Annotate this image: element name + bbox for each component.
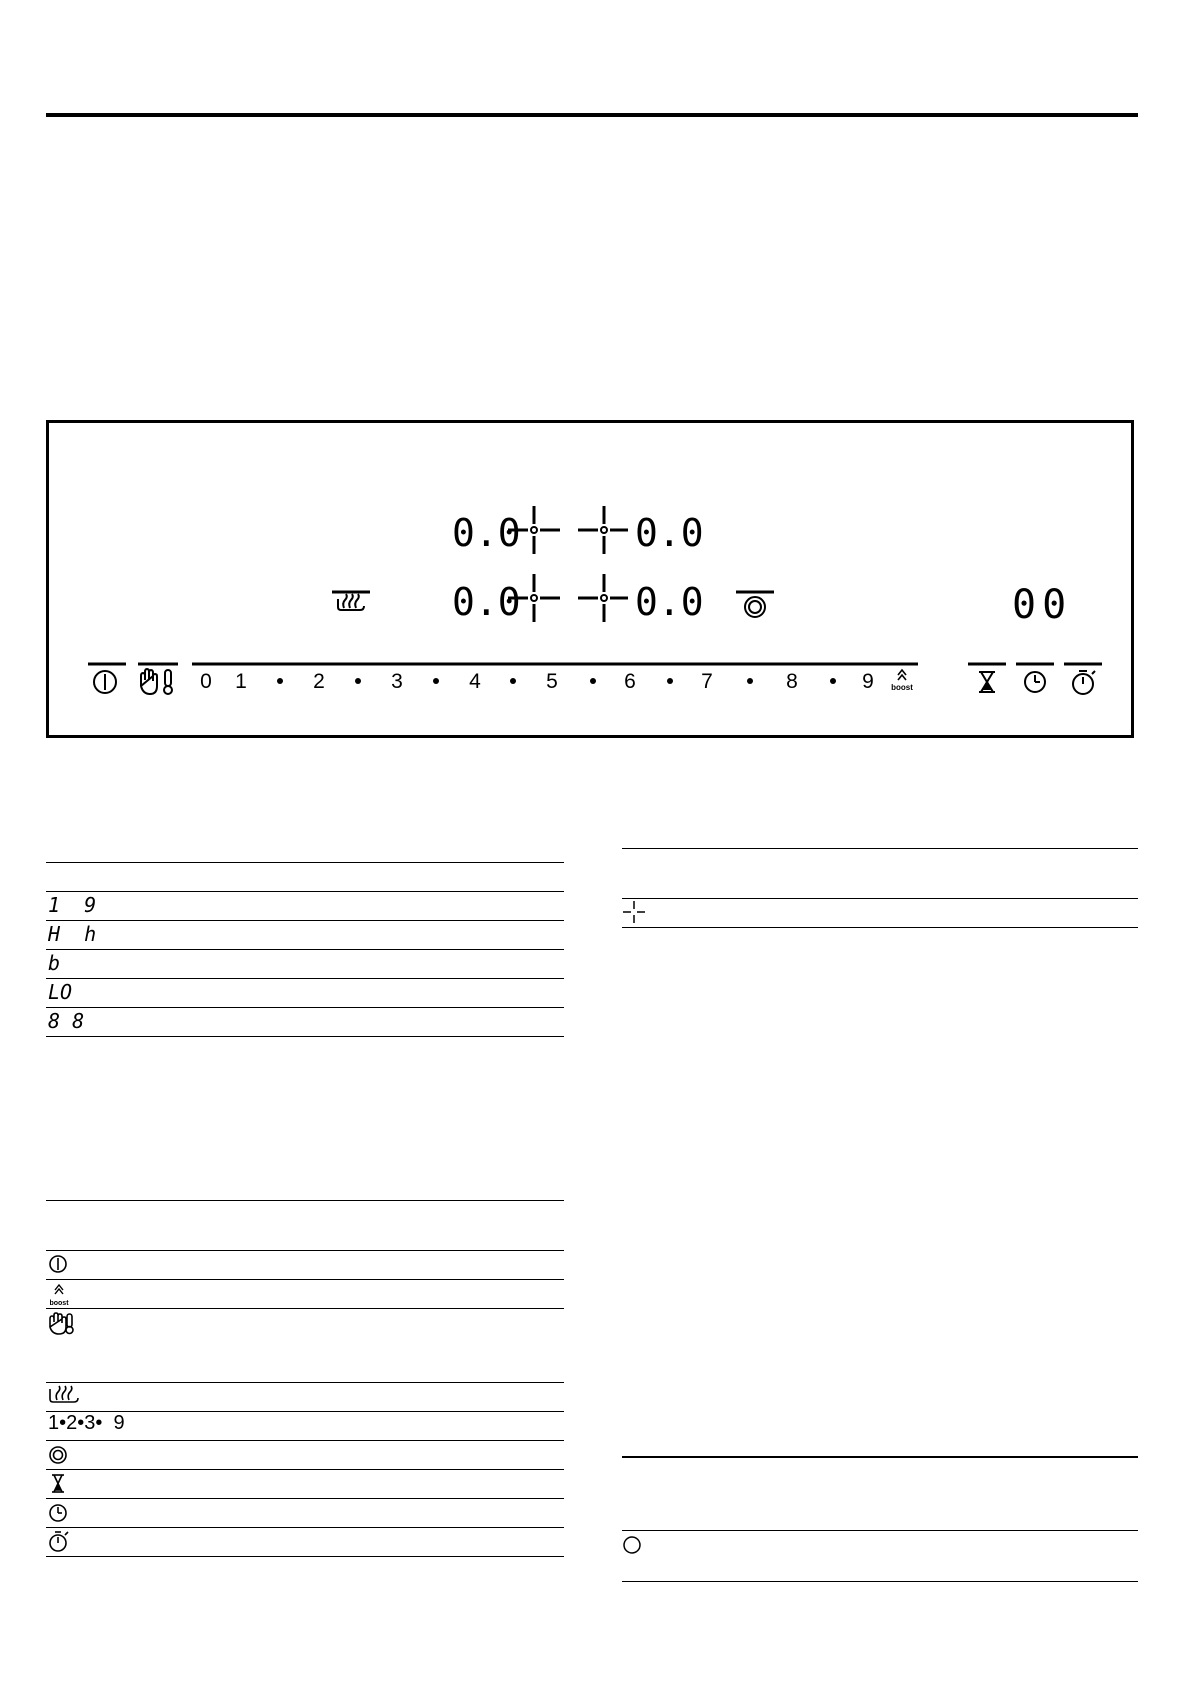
table-line bbox=[622, 848, 1138, 849]
stopwatch-icon[interactable] bbox=[1073, 671, 1095, 694]
clock-icon[interactable] bbox=[1025, 672, 1045, 692]
hourglass-icon[interactable] bbox=[979, 672, 995, 692]
power-levels-symbol: 1•2•3• 9 bbox=[48, 1412, 125, 1434]
zone-display-bottom-left-text: 0.0 bbox=[452, 580, 521, 624]
boost-icon bbox=[55, 1285, 63, 1294]
zone-display-top-right bbox=[635, 511, 704, 555]
table-line bbox=[622, 927, 1138, 928]
extra-zone-icon bbox=[50, 1447, 66, 1463]
extra-zone-icon[interactable] bbox=[736, 592, 774, 617]
stopwatch-icon bbox=[50, 1532, 68, 1551]
table-row: H h bbox=[48, 922, 97, 946]
slider-label-8: 8 bbox=[786, 670, 798, 693]
table-top-rule bbox=[622, 1456, 1138, 1458]
table-row: 1 9 bbox=[48, 893, 97, 917]
table-row: 8 8 bbox=[48, 1009, 85, 1033]
boost-label: boost bbox=[49, 1300, 69, 1307]
slider-label-6: 6 bbox=[624, 670, 636, 693]
boost-icon[interactable] bbox=[898, 670, 906, 680]
zone-display-bottom-right bbox=[635, 580, 704, 624]
slider-label-5: 5 bbox=[546, 670, 558, 693]
slider-label-2: 2 bbox=[313, 670, 325, 693]
table-row: LO bbox=[48, 980, 73, 1004]
slider-label-1: 1 bbox=[235, 670, 247, 693]
boost-label: boost bbox=[891, 683, 913, 692]
power-icon bbox=[50, 1256, 66, 1272]
slider-label-3: 3 bbox=[391, 670, 403, 693]
hourglass-icon bbox=[52, 1475, 64, 1492]
wipe-protection-icon bbox=[50, 1313, 73, 1334]
zone-cross-icon bbox=[620, 898, 660, 928]
slider-label-0: 0 bbox=[200, 670, 212, 693]
zone-display-top-left-text: 0.0 bbox=[452, 511, 521, 555]
circle-icon bbox=[620, 1533, 650, 1563]
keep-warm-icon bbox=[50, 1386, 78, 1402]
timer-display-text: 00 bbox=[1012, 582, 1073, 628]
control-symbols-icons bbox=[0, 0, 600, 1600]
table-line bbox=[622, 898, 1138, 899]
clock-icon bbox=[50, 1505, 66, 1521]
slider-label-7: 7 bbox=[701, 670, 713, 693]
zone-display-bottom-right-text: 0.0 bbox=[635, 580, 704, 624]
table-row: b bbox=[48, 951, 61, 975]
table-line bbox=[622, 1581, 1138, 1582]
slider-label-9: 9 bbox=[862, 670, 874, 693]
slider-label-4: 4 bbox=[469, 670, 481, 693]
zone-display-top-right-text: 0.0 bbox=[635, 511, 704, 555]
table-line bbox=[622, 1530, 1138, 1531]
